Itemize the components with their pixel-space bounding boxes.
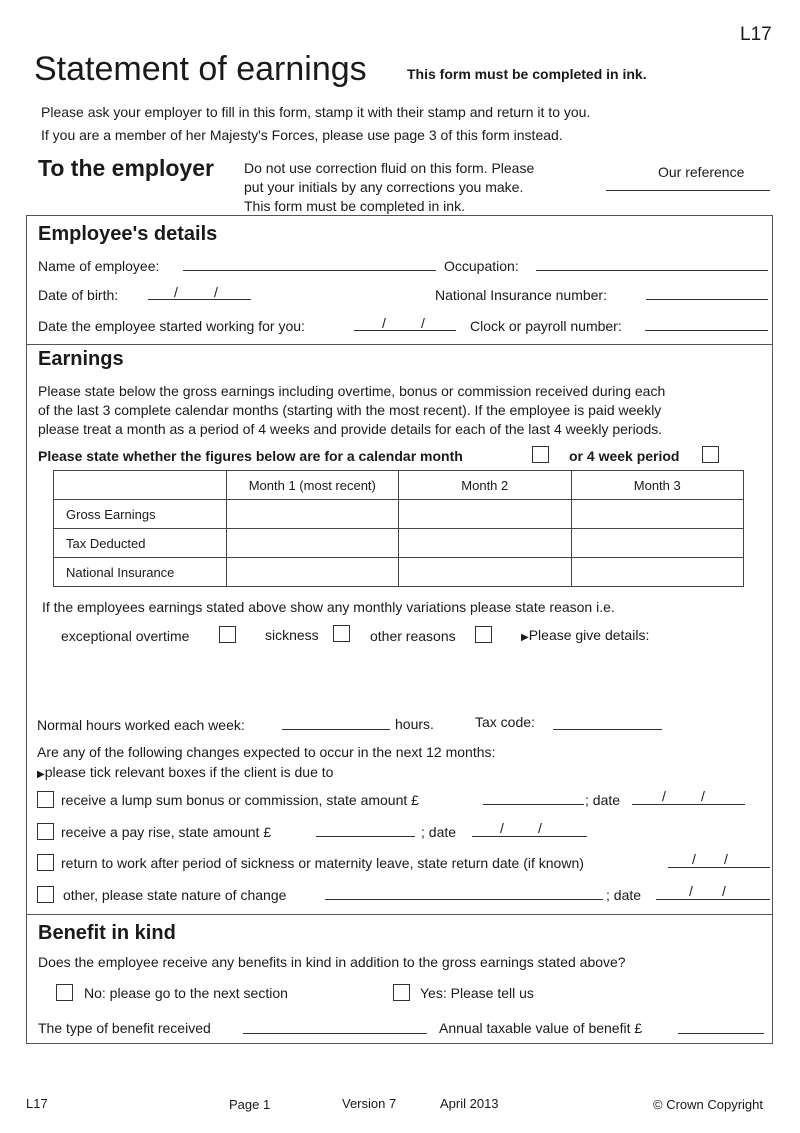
benefit-type-label: The type of benefit received [38, 1020, 211, 1036]
return-date-slash-1: / [692, 851, 696, 867]
table-header-cell: Month 2 [399, 471, 571, 500]
table-header-cell: Month 3 [571, 471, 743, 500]
table-header-row [54, 471, 744, 500]
triangle-right-icon: ▶ [521, 632, 529, 643]
employee-details-heading: Employee's details [38, 223, 218, 245]
bonus-date-field[interactable] [632, 804, 745, 805]
our-reference-field[interactable] [606, 190, 770, 191]
ni-number-field[interactable] [646, 299, 768, 300]
change-other-label: other, please state nature of change [63, 887, 287, 903]
change-return-label: return to work after period of sickness or maternity leave, state return date (if known) [61, 855, 584, 871]
employer-note-3: This form must be completed in ink. [244, 198, 465, 214]
period-question: Please state whether the figures below are for a calendar month [38, 448, 463, 464]
reason-overtime-checkbox[interactable] [219, 626, 236, 643]
employer-note-1: Do not use correction fluid on this form. Please [244, 160, 535, 176]
benefit-value-field[interactable] [678, 1033, 764, 1034]
earnings-para-2: of the last 3 complete calendar months (starting with the most recent). If the employee is paid weekly [38, 402, 662, 418]
start-date-label: Date the employee started working for you: [38, 318, 305, 334]
triangle-right-icon: ▶ [37, 769, 45, 780]
benefit-type-field[interactable] [243, 1033, 427, 1034]
footer-version: Version 7 [342, 1096, 397, 1111]
four-week-label: or 4 week period [569, 448, 680, 464]
table-header-cell [54, 471, 227, 500]
payrise-date-label: ; date [421, 824, 457, 840]
hours-unit: hours. [395, 716, 434, 732]
table-cell-input[interactable] [399, 558, 571, 587]
benefit-yes-label: Yes: Please tell us [420, 985, 534, 1001]
employer-note-2: put your initials by any corrections you make. [244, 179, 524, 195]
benefit-no-label: No: please go to the next section [84, 985, 288, 1001]
calendar-month-checkbox[interactable] [532, 446, 549, 463]
benefit-question: Does the employee receive any benefits in kind in addition to the gross earnings stated above? [38, 954, 626, 970]
table-cell-input[interactable] [571, 529, 743, 558]
other-date-slash-1: / [689, 883, 693, 899]
earnings-para-1: Please state below the gross earnings including overtime, bonus or commission received during each [38, 383, 666, 399]
hours-field[interactable] [282, 729, 390, 730]
bonus-date-label: ; date [585, 792, 621, 808]
reason-other-checkbox[interactable] [475, 626, 492, 643]
row-label: Gross Earnings [54, 500, 227, 529]
give-details-label [521, 627, 649, 643]
reason-other-label: other reasons [370, 628, 456, 644]
payrise-date-slash-2: / [538, 820, 542, 836]
tick-instruction-text: please tick relevant boxes if the client is due to [44, 764, 334, 780]
payrise-date-field[interactable] [472, 836, 587, 837]
hours-label: Normal hours worked each week: [37, 717, 245, 733]
bonus-amount-field[interactable] [483, 804, 584, 805]
four-week-checkbox[interactable] [702, 446, 719, 463]
table-row [54, 558, 744, 587]
table-cell-input[interactable] [226, 529, 398, 558]
payrise-amount-field[interactable] [316, 836, 415, 837]
intro-line-1: Please ask your employer to fill in this form, stamp it with their stamp and return it to you. [41, 104, 591, 120]
footer-copyright: © Crown Copyright [653, 1097, 764, 1112]
change-return-checkbox[interactable] [37, 854, 54, 871]
row-label: National Insurance [54, 558, 227, 587]
table-cell-input[interactable] [399, 500, 571, 529]
dob-label: Date of birth: [38, 287, 119, 303]
return-date-slash-2: / [724, 851, 728, 867]
change-payrise-label: receive a pay rise, state amount £ [61, 824, 272, 840]
return-date-field[interactable] [668, 867, 770, 868]
footer-code: L17 [26, 1096, 48, 1111]
form-code-top: L17 [740, 24, 772, 45]
other-date-slash-2: / [722, 883, 726, 899]
earnings-table [53, 470, 744, 587]
intro-line-2: If you are a member of her Majesty's Forces, please use page 3 of this form instead. [41, 127, 563, 143]
footer-date: April 2013 [440, 1096, 499, 1111]
table-row [54, 529, 744, 558]
change-other-checkbox[interactable] [37, 886, 54, 903]
reason-sickness-checkbox[interactable] [333, 625, 350, 642]
change-bonus-label: receive a lump sum bonus or commission, state amount £ [61, 792, 419, 808]
other-date-label: ; date [606, 887, 642, 903]
benefit-no-checkbox[interactable] [56, 984, 73, 1001]
ink-notice: This form must be completed in ink. [407, 66, 647, 82]
tick-instruction [37, 764, 333, 780]
table-cell-input[interactable] [571, 500, 743, 529]
occupation-label: Occupation: [444, 258, 519, 274]
occupation-field[interactable] [536, 270, 768, 271]
employee-name-field[interactable] [183, 270, 436, 271]
payrise-date-slash-1: / [500, 820, 504, 836]
tax-code-label: Tax code: [475, 714, 535, 730]
other-date-field[interactable] [656, 899, 770, 900]
reason-sickness-label: sickness [265, 627, 319, 643]
table-header-cell: Month 1 (most recent) [226, 471, 398, 500]
other-change-field[interactable] [325, 899, 603, 900]
ni-number-label: National Insurance number: [435, 287, 607, 303]
table-row [54, 500, 744, 529]
dob-slash-1: / [174, 284, 178, 300]
footer-page: Page 1 [229, 1097, 271, 1112]
payroll-number-label: Clock or payroll number: [470, 318, 622, 334]
our-reference-label: Our reference [658, 164, 745, 180]
change-payrise-checkbox[interactable] [37, 823, 54, 840]
benefit-heading: Benefit in kind [38, 922, 176, 944]
employer-heading: To the employer [38, 155, 214, 181]
bonus-date-slash-2: / [701, 788, 705, 804]
give-details-text: Please give details: [528, 627, 650, 643]
page-title: Statement of earnings [34, 50, 367, 88]
start-date-field[interactable] [354, 330, 456, 331]
payroll-number-field[interactable] [645, 330, 768, 331]
variation-intro: If the employees earnings stated above show any monthly variations please state reason i.e. [42, 599, 615, 615]
table-cell-input[interactable] [226, 558, 398, 587]
earnings-para-3: please treat a month as a period of 4 weeks and provide details for each of the last 4 weekly periods. [38, 421, 663, 437]
dob-field[interactable] [148, 299, 251, 300]
dob-slash-2: / [214, 284, 218, 300]
row-label: Tax Deducted [54, 529, 227, 558]
earnings-heading: Earnings [38, 348, 124, 370]
bonus-date-slash-1: / [662, 788, 666, 804]
table-cell-input[interactable] [226, 500, 398, 529]
change-bonus-checkbox[interactable] [37, 791, 54, 808]
start-date-slash-2: / [421, 315, 425, 331]
table-cell-input[interactable] [571, 558, 743, 587]
table-cell-input[interactable] [399, 529, 571, 558]
tax-code-field[interactable] [553, 729, 662, 730]
benefit-value-label: Annual taxable value of benefit £ [439, 1020, 643, 1036]
start-date-slash-1: / [382, 315, 386, 331]
changes-question: Are any of the following changes expected to occur in the next 12 months: [37, 744, 496, 760]
benefit-yes-checkbox[interactable] [393, 984, 410, 1001]
employee-name-label: Name of employee: [38, 258, 160, 274]
reason-overtime-label: exceptional overtime [61, 628, 190, 644]
